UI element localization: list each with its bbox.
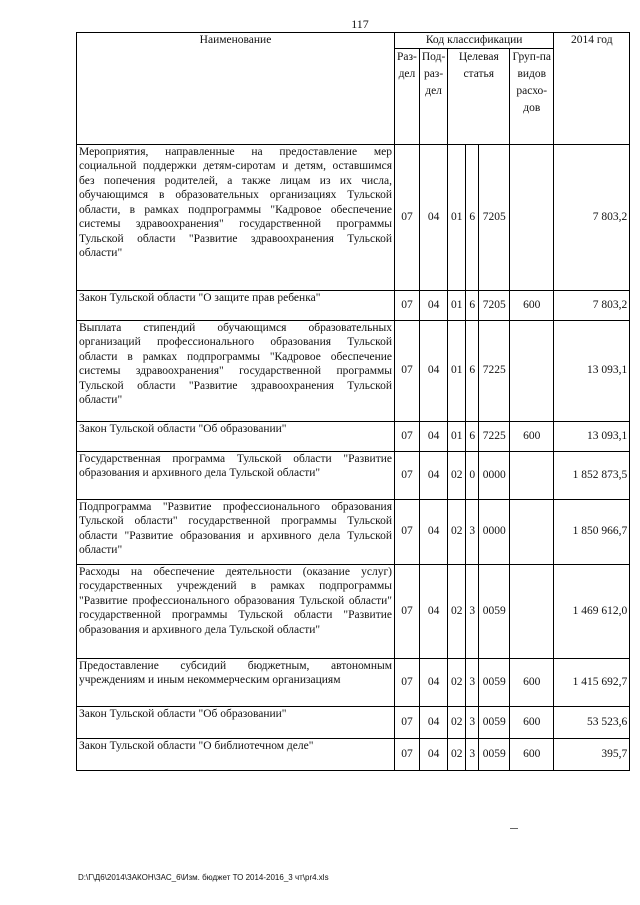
row-subsection: 04 — [419, 421, 447, 451]
row-target-direction: 7205 — [479, 290, 510, 320]
row-amount: 53 523,6 — [554, 706, 630, 738]
row-name: Мероприятия, направленные на предоставление мер социальной поддержки детям-сиротам и детям, оставшимся без попечения родителей, а также лицам из их числа, обучающимся в образовательных организациях Тульской области, в рамках подпрограммы "Кадровое обеспечение системы здравоохранения" государственной программы Тульской области "Развитие здравоохранения Тульской области" — [77, 144, 395, 290]
row-amount: 1 415 692,7 — [554, 658, 630, 706]
row-target-direction: 0059 — [479, 564, 510, 658]
footer-file-path: D:\Г\Д6\2014\ЗАКОН\ЗАС_6\Изм. бюджет ТО 2014-2016_3 чт\pr4.xls — [78, 873, 329, 882]
table-row — [77, 290, 630, 320]
row-amount: 1 850 966,7 — [554, 499, 630, 564]
row-target-direction: 0000 — [479, 451, 510, 499]
row-expense-group: 600 — [510, 706, 554, 738]
row-section: 07 — [395, 564, 420, 658]
row-target-program: 01 — [448, 421, 466, 451]
row-expense-group — [510, 499, 554, 564]
row-amount: 7 803,2 — [554, 144, 630, 290]
row-amount: 1 852 873,5 — [554, 451, 630, 499]
row-expense-group — [510, 320, 554, 421]
header-expense-group: Груп-па видов расхо-дов — [510, 48, 554, 144]
budget-table — [76, 32, 630, 771]
row-target-direction: 7225 — [479, 320, 510, 421]
row-section: 07 — [395, 144, 420, 290]
row-section: 07 — [395, 499, 420, 564]
table-row — [77, 738, 630, 770]
row-subsection: 04 — [419, 706, 447, 738]
row-amount: 13 093,1 — [554, 320, 630, 421]
row-expense-group: 600 — [510, 658, 554, 706]
row-target-subprogram: 6 — [466, 320, 479, 421]
table-row — [77, 320, 630, 421]
row-subsection: 04 — [419, 658, 447, 706]
row-amount: 7 803,2 — [554, 290, 630, 320]
row-name: Закон Тульской области "О защите прав ребенка" — [77, 290, 395, 320]
table-row — [77, 706, 630, 738]
row-subsection: 04 — [419, 320, 447, 421]
row-target-subprogram: 0 — [466, 451, 479, 499]
row-subsection: 04 — [419, 499, 447, 564]
table-row — [77, 451, 630, 499]
row-target-subprogram: 6 — [466, 144, 479, 290]
page-number: 117 — [351, 17, 369, 31]
row-target-program: 01 — [448, 320, 466, 421]
row-target-subprogram: 3 — [466, 738, 479, 770]
row-target-program: 01 — [448, 144, 466, 290]
stray-mark — [510, 828, 518, 829]
row-name: Выплата стипендий обучающимся образовательных организаций профессионального образования Тульской области в рамках подпрограммы "Кадровое обеспечение системы здравоохранения" государственной программы Тульской области "Развитие здравоохранения Тульской области" — [77, 320, 395, 421]
row-subsection: 04 — [419, 738, 447, 770]
row-subsection: 04 — [419, 564, 447, 658]
table-row — [77, 564, 630, 658]
row-target-direction: 7225 — [479, 421, 510, 451]
row-target-program: 02 — [448, 738, 466, 770]
table-row — [77, 499, 630, 564]
row-expense-group — [510, 451, 554, 499]
table-row — [77, 421, 630, 451]
row-target-direction: 0059 — [479, 706, 510, 738]
row-section: 07 — [395, 451, 420, 499]
row-target-program: 01 — [448, 290, 466, 320]
row-subsection: 04 — [419, 144, 447, 290]
row-target-subprogram: 6 — [466, 421, 479, 451]
row-name: Закон Тульской области "Об образовании" — [77, 706, 395, 738]
row-name: Закон Тульской области "Об образовании" — [77, 421, 395, 451]
row-target-direction: 0059 — [479, 658, 510, 706]
row-subsection: 04 — [419, 290, 447, 320]
row-name: Закон Тульской области "О библиотечном деле" — [77, 738, 395, 770]
table-body — [77, 144, 630, 770]
table-header — [77, 33, 630, 145]
row-expense-group: 600 — [510, 738, 554, 770]
row-expense-group — [510, 144, 554, 290]
row-target-subprogram: 3 — [466, 499, 479, 564]
row-expense-group — [510, 564, 554, 658]
header-name: Наименование — [77, 33, 395, 145]
row-name: Расходы на обеспечение деятельности (оказание услуг) государственных учреждений в рамках подпрограммы "Развитие профессионального образования Тульской области" государственной программы Тульской области "Развитие образования и архивного дела Тульской области" — [77, 564, 395, 658]
row-target-direction: 0000 — [479, 499, 510, 564]
row-section: 07 — [395, 738, 420, 770]
row-target-subprogram: 3 — [466, 564, 479, 658]
row-expense-group: 600 — [510, 421, 554, 451]
header-target-article: Целевая статья — [448, 48, 510, 144]
row-name: Государственная программа Тульской области "Развитие образования и архивного дела Тульской области" — [77, 451, 395, 499]
row-target-subprogram: 6 — [466, 290, 479, 320]
row-section: 07 — [395, 320, 420, 421]
row-target-program: 02 — [448, 451, 466, 499]
row-target-program: 02 — [448, 706, 466, 738]
row-target-program: 02 — [448, 499, 466, 564]
row-target-direction: 0059 — [479, 738, 510, 770]
row-section: 07 — [395, 421, 420, 451]
row-amount: 395,7 — [554, 738, 630, 770]
row-name: Подпрограмма "Развитие профессионального образования Тульской области" государственной программы Тульской области "Развитие образования и архивного дела Тульской области" — [77, 499, 395, 564]
row-section: 07 — [395, 290, 420, 320]
row-name: Предоставление субсидий бюджетным, автономным учреждениям и иным некоммерческим организациям — [77, 658, 395, 706]
row-target-direction: 7205 — [479, 144, 510, 290]
row-subsection: 04 — [419, 451, 447, 499]
header-subsection: Под-раз-дел — [419, 48, 447, 144]
table-row — [77, 658, 630, 706]
row-amount: 13 093,1 — [554, 421, 630, 451]
row-target-subprogram: 3 — [466, 706, 479, 738]
table-row — [77, 144, 630, 290]
header-year: 2014 год — [554, 33, 630, 145]
row-target-program: 02 — [448, 658, 466, 706]
header-code-classification: Код классификации — [395, 33, 554, 49]
row-target-program: 02 — [448, 564, 466, 658]
row-section: 07 — [395, 706, 420, 738]
header-section: Раз-дел — [395, 48, 420, 144]
row-expense-group: 600 — [510, 290, 554, 320]
row-section: 07 — [395, 658, 420, 706]
row-target-subprogram: 3 — [466, 658, 479, 706]
row-amount: 1 469 612,0 — [554, 564, 630, 658]
